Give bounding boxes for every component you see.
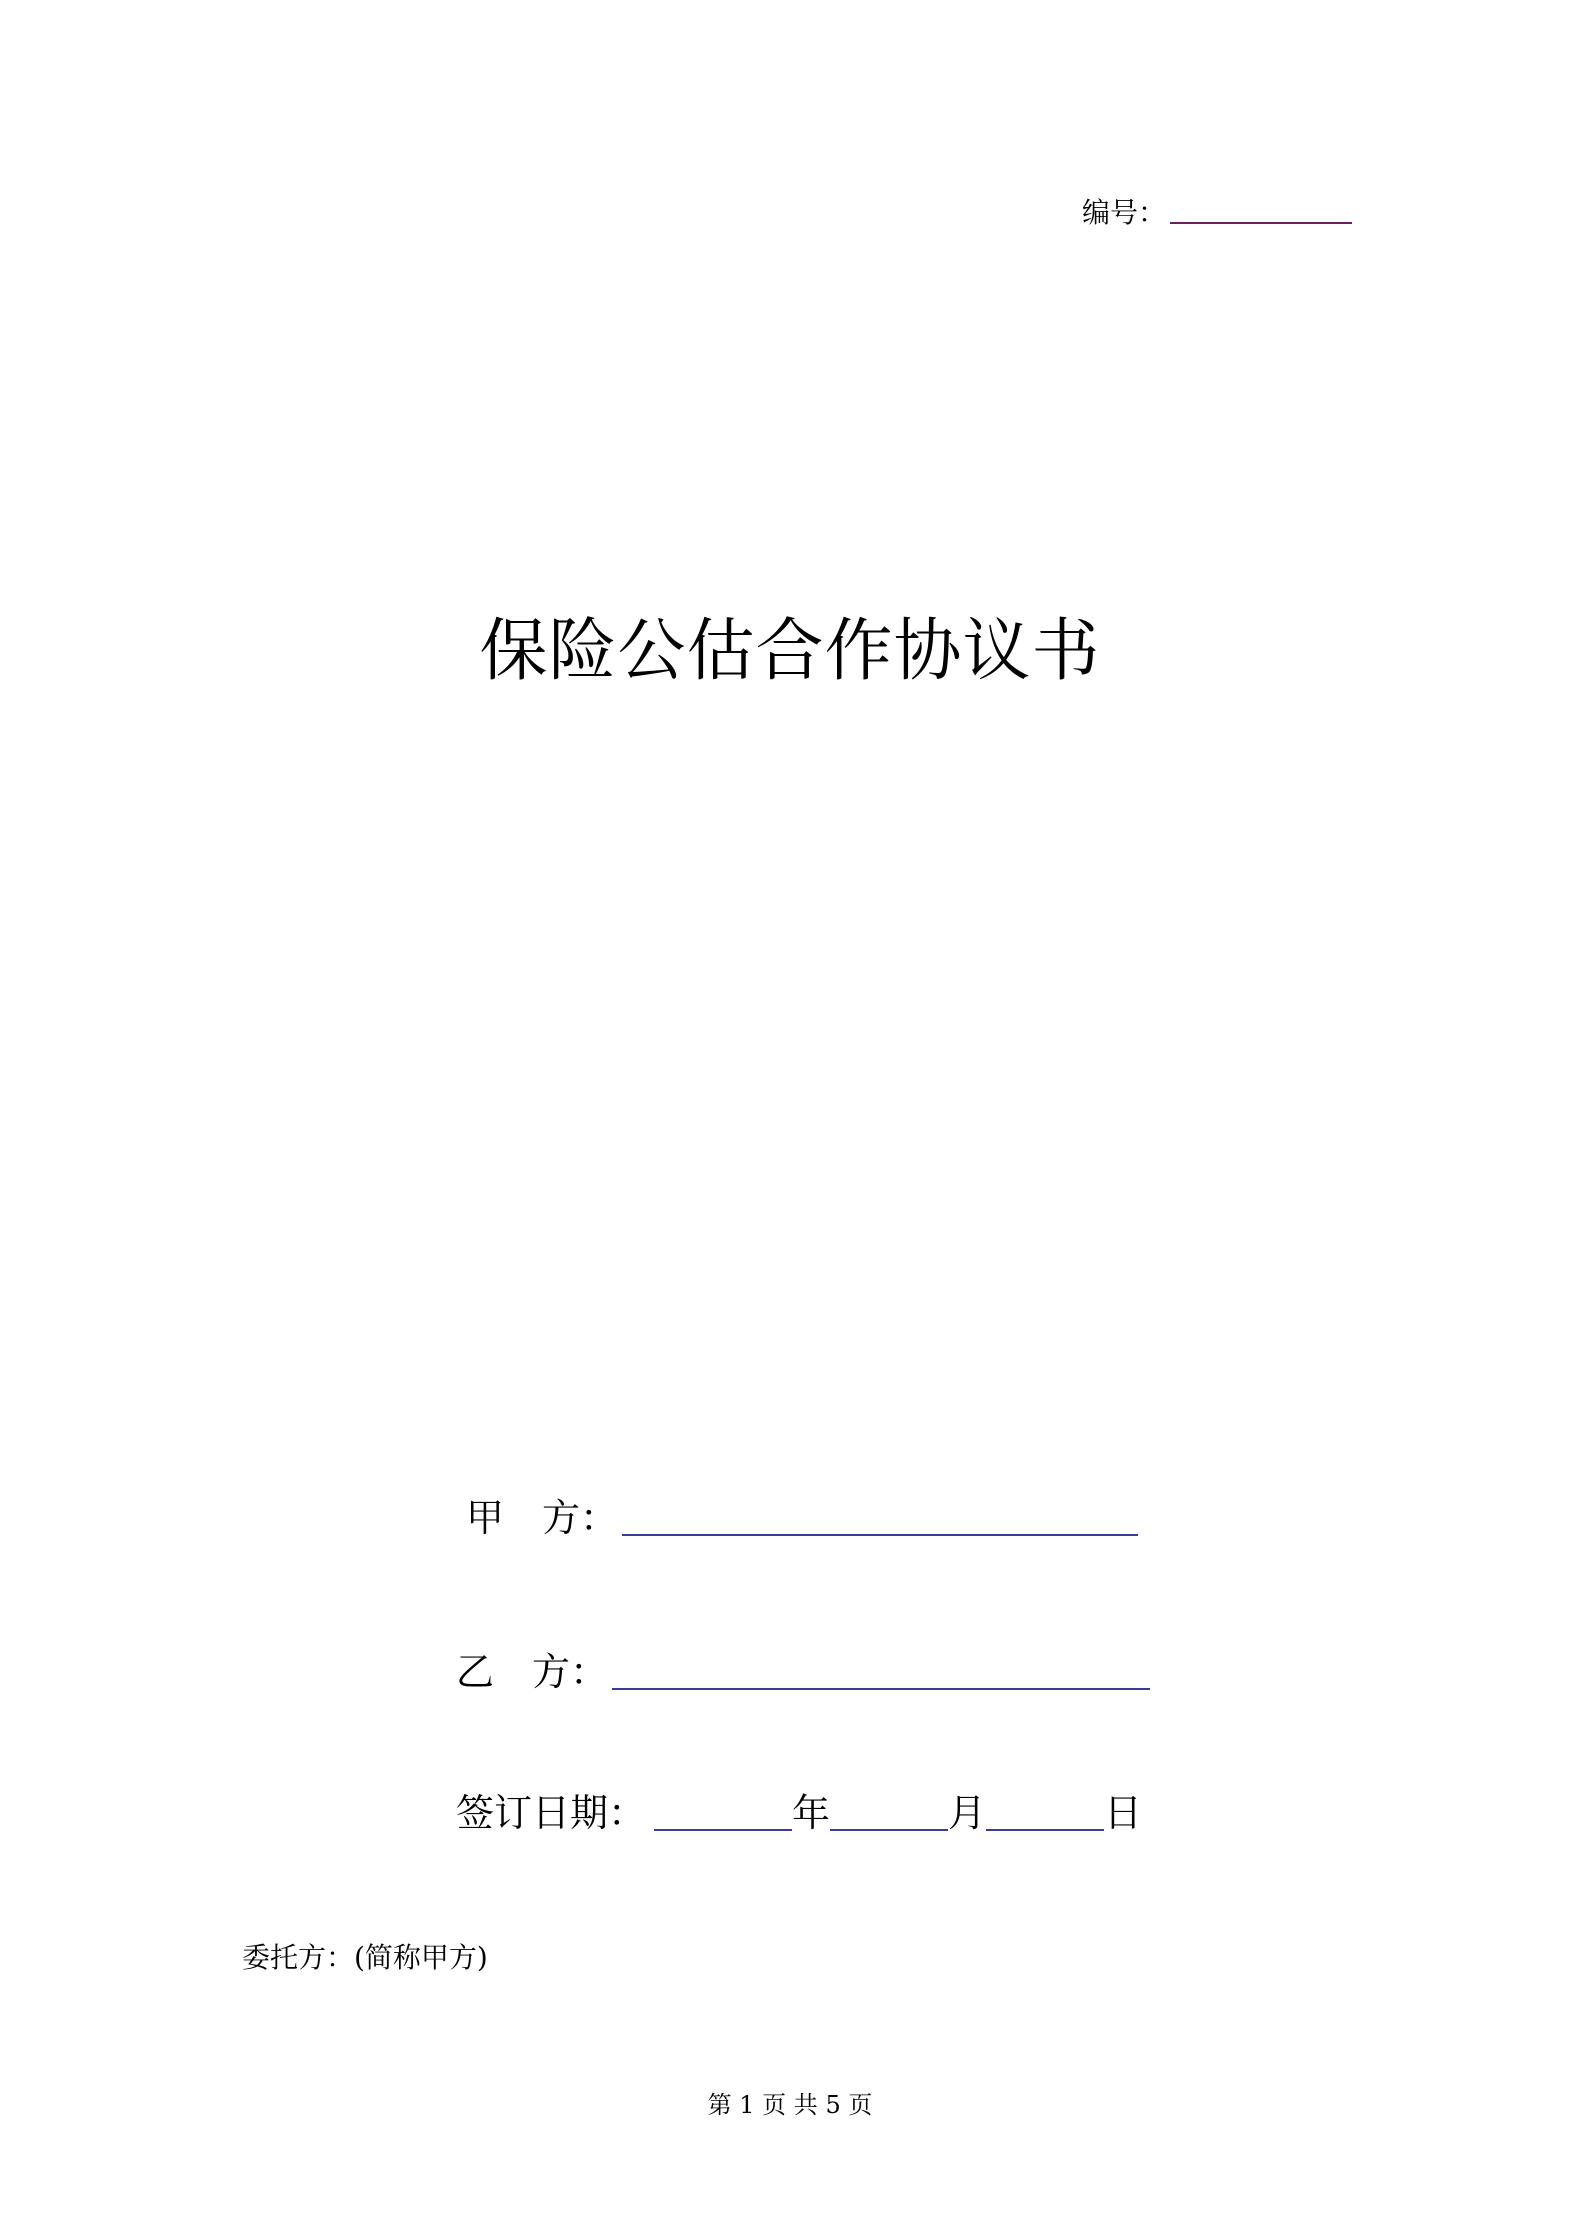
party-a-blank[interactable] [622, 1533, 1138, 1536]
party-a-row [466, 1488, 1138, 1542]
signing-day-label: 日 [1104, 1791, 1143, 1835]
page-number-footer: 第 1 页 共 5 页 [707, 2091, 873, 2119]
party-b-row [456, 1642, 1150, 1696]
signing-month-blank[interactable] [830, 1828, 948, 1831]
signing-day-blank[interactable] [986, 1828, 1104, 1831]
document-number-blank[interactable] [1170, 221, 1352, 224]
signing-date-row [456, 1783, 1142, 1837]
party-a-label: 甲 方： [466, 1496, 619, 1540]
principal-line: 委托方：(简称甲方) [242, 1941, 488, 1974]
signing-date-label: 签订日期： [456, 1791, 647, 1835]
document-number [1082, 190, 1352, 230]
signing-year-label: 年 [792, 1791, 831, 1835]
party-b-blank[interactable] [612, 1687, 1150, 1690]
signing-month-label: 月 [948, 1791, 987, 1835]
document-number-label: 编号： [1082, 196, 1167, 229]
party-b-label: 乙 方： [456, 1650, 609, 1694]
document-title: 保险公估合作协议书 [479, 612, 1101, 691]
signing-year-blank[interactable] [654, 1828, 792, 1831]
